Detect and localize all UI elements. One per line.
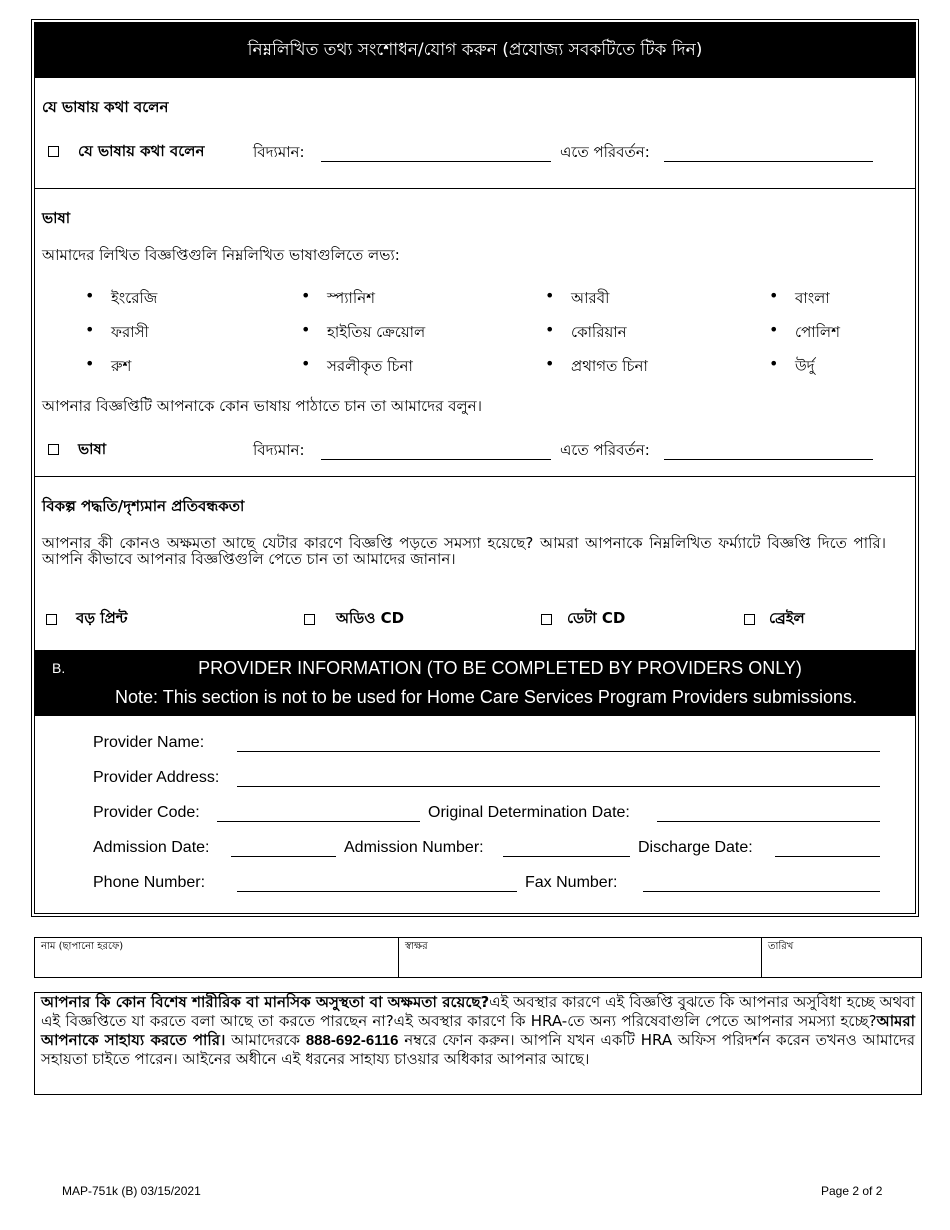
notice-help: আমরা আপনাকে সাহায্য করতে পারি। [41,1012,915,1049]
language-existing-label: বিদ্যমান: [253,441,305,459]
spoken-language-checkbox-label: যে ভাষায় কথা বলেন [78,142,205,160]
language-item: • স্প্যানিশ [327,287,375,312]
date-label: তারিখ [768,941,794,952]
assistance-notice [34,992,922,1095]
admission-date-field[interactable] [231,856,336,857]
large-print-label: বড় প্রিন্ট [76,609,128,627]
formats-text: আপনার কী কোনও অক্ষমতা আছে যেটার কারণে বিজ্ঞপ্তি পড়তে সমস্যা হয়েছে? আমরা আপনাকে নিম্নলিখিত ফর্ম্যাটে বিজ্ঞপ্তি দিতে পারি। আপনি কীভাবে আপনার বিজ্ঞপ্তিগুলি পেতে চান তা আমাদের জানান। [42,534,886,568]
language-item: • আরবী [571,287,609,312]
language-item: • বাংলা [795,287,830,312]
data-cd-label: ডেটা CD [567,609,626,627]
original-determination-date-label: Original Determination Date: [428,804,630,821]
admission-number-label: Admission Number: [344,839,484,856]
form-frame [34,22,916,914]
formats-section [35,477,915,650]
provider-code-label: Provider Code: [93,804,200,821]
signature-cell[interactable] [399,938,762,977]
language-item: • ফরাসী [111,321,149,346]
spoken-language-existing-label: বিদ্যমান: [253,143,305,161]
language-item: • পোলিশ [795,321,840,346]
notice-text-1: এই অবস্থার কারণে এই বিজ্ঞপ্তি বুঝতে কি আপনার অসুবিধা হচ্ছে অথবা এই বিজ্ঞপ্তিতে যা করতে বলা আছে তা করতে পারছেন না?এই অবস্থার কারণে কি HRA-তে অন্য পরিষেবাগুলি পেতে আপনার সমস্যা হচ্ছে? [41,993,915,1030]
signature-table [34,937,922,978]
form-id: MAP-751k (B) 03/15/2021 [62,1184,201,1198]
phone-number-label: Phone Number: [93,874,206,891]
notice-text-2: আমাদেরকে [225,1031,306,1049]
printed-name-label: নাম (ছাপানো হরফে) [41,941,124,952]
spoken-language-change-field[interactable] [664,161,873,162]
language-section [35,189,915,477]
phone-number-field[interactable] [237,891,517,892]
provider-address-label: Provider Address: [93,769,220,786]
spoken-language-checkbox[interactable] [48,146,59,157]
original-determination-date-field[interactable] [657,821,880,822]
language-item: • রুশ [111,355,131,380]
provider-note: Note: This section is not to be used for Home Care Services Program Providers submissions. [115,687,857,707]
signature-label: স্বাক্ষর [405,941,428,952]
discharge-date-field[interactable] [775,856,880,857]
notice-question: আপনার কি কোন বিশেষ শারীরিক বা মানসিক অসুস্থতা বা অক্ষমতা রয়েছে? [41,993,490,1011]
spoken-language-heading: যে ভাষায় কথা বলেন [42,98,169,116]
braille-checkbox[interactable] [744,614,755,625]
provider-header [35,650,915,716]
provider-address-field[interactable] [237,786,880,787]
date-cell[interactable] [762,938,921,977]
discharge-date-label: Discharge Date: [638,839,753,856]
audio-cd-label: অডিও CD [336,609,405,627]
audio-cd-checkbox[interactable] [304,614,315,625]
formats-heading: বিকল্প পদ্ধতি/দৃশ্যমান প্রতিবন্ধকতা [42,497,245,515]
spoken-language-change-label: এতে পরিবর্তন: [560,143,650,161]
language-checkbox-label: ভাষা [78,440,107,458]
admission-date-label: Admission Date: [93,839,210,856]
language-item: • উর্দু [795,355,815,380]
language-item: • প্রথাগত চিনা [571,355,648,380]
language-change-label: এতে পরিবর্তন: [560,441,650,459]
provider-title: PROVIDER INFORMATION (TO BE COMPLETED BY PROVIDERS ONLY) [198,658,802,678]
provider-name-label: Provider Name: [93,734,205,751]
page-number: Page 2 of 2 [821,1184,883,1198]
fax-number-field[interactable] [643,891,880,892]
notice-phone: 888-692-6116 [305,1032,399,1049]
section-header: নিম্নলিখিত তথ্য সংশোধন/যোগ করুন (প্রযোজ্য সবকটিতে টিক দিন) [35,23,915,78]
printed-name-cell[interactable] [35,938,399,977]
admission-number-field[interactable] [503,856,630,857]
language-existing-field[interactable] [321,459,551,460]
language-item: • হাইতিয় ক্রেয়োল [327,321,425,346]
language-checkbox[interactable] [48,444,59,455]
language-change-field[interactable] [664,459,873,460]
notice-text-3: নম্বরে ফোন করুন। আপনি যখন একটি HRA অফিস পরিদর্শন করেন তখনও আমাদের সহায়তা চাইতে পারেন। আইনের অধীনে এই ধরনের সাহায্য চাওয়ার অধিকার আপনার আছে। [41,1031,915,1068]
language-item: • ইংরেজি [111,287,157,312]
provider-section-letter: B. [52,660,66,676]
language-prompt: আপনার বিজ্ঞপ্তিটি আপনাকে কোন ভাষায় পাঠাতে চান তা আমাদের বলুন। [42,397,482,415]
braille-label: ব্রেইল [769,609,805,627]
spoken-language-section [35,78,915,189]
fax-number-label: Fax Number: [525,874,618,891]
language-intro: আমাদের লিখিত বিজ্ঞপ্তিগুলি নিম্নলিখিত ভাষাগুলিতে লভ্য: [42,246,400,264]
language-item: • সরলীকৃত চিনা [327,355,413,380]
spoken-language-existing-field[interactable] [321,161,551,162]
data-cd-checkbox[interactable] [541,614,552,625]
language-item: • কোরিয়ান [571,321,627,346]
provider-name-field[interactable] [237,751,880,752]
provider-code-field[interactable] [217,821,420,822]
language-heading: ভাষা [42,209,71,227]
large-print-checkbox[interactable] [46,614,57,625]
